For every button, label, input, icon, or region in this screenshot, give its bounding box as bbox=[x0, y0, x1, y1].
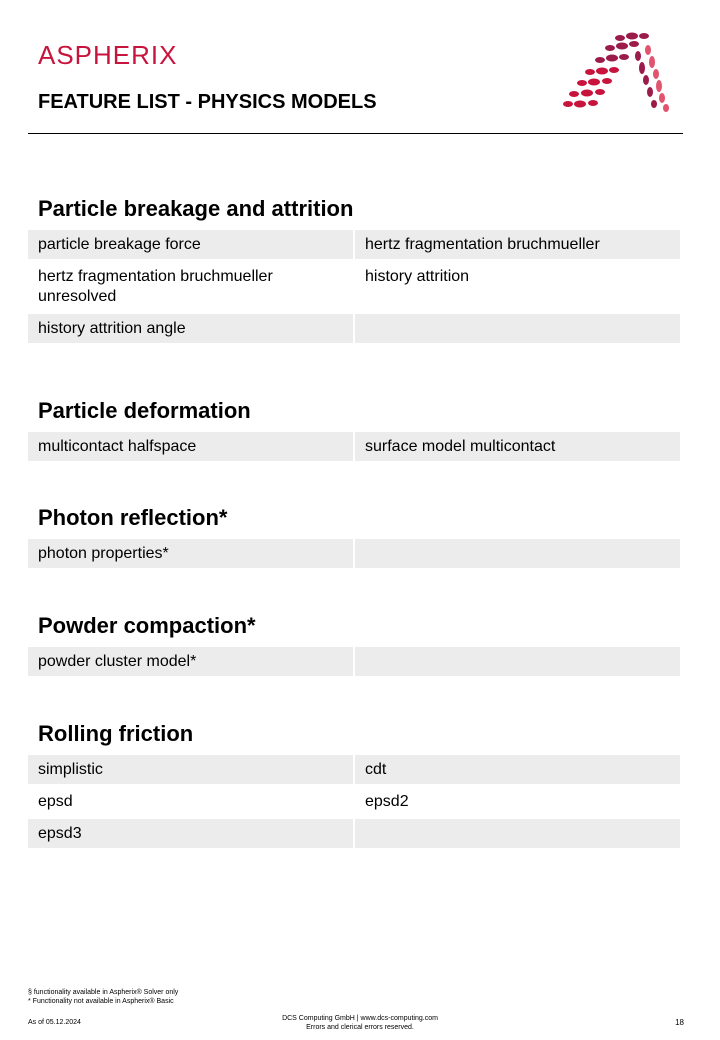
table-cell: history attrition angle bbox=[28, 314, 353, 343]
section-title: Powder compaction* bbox=[38, 613, 256, 638]
footnote-solver-only: § functionality available in Aspherix® Solver only bbox=[28, 989, 179, 996]
table-row bbox=[28, 755, 680, 784]
section-particle-breakage bbox=[28, 196, 680, 346]
section-powder-compaction bbox=[28, 613, 680, 679]
table-row bbox=[28, 262, 680, 311]
section-title: Photon reflection* bbox=[38, 505, 228, 530]
footnotes bbox=[28, 988, 178, 1006]
table-row bbox=[28, 230, 680, 259]
header-divider bbox=[28, 133, 683, 134]
table-cell bbox=[355, 647, 680, 676]
table-cell: simplistic bbox=[28, 755, 353, 784]
table-cell: cdt bbox=[355, 755, 680, 784]
table-cell bbox=[355, 819, 680, 848]
table-row bbox=[28, 539, 680, 568]
table-cell: epsd3 bbox=[28, 819, 353, 848]
table-cell: photon properties* bbox=[28, 539, 353, 568]
page-title: FEATURE LIST - PHYSICS MODELS bbox=[38, 91, 377, 113]
table-cell: epsd bbox=[38, 793, 73, 810]
aspherix-logo-icon bbox=[560, 30, 680, 114]
table-row bbox=[28, 314, 680, 343]
company-line: DCS Computing GmbH | www.dcs-computing.com bbox=[282, 1015, 438, 1022]
as-of-date: As of 05.12.2024 bbox=[28, 1019, 81, 1026]
footer-company bbox=[0, 1014, 720, 1032]
section-photon-reflection bbox=[28, 505, 680, 571]
section-title: Particle deformation bbox=[38, 398, 251, 423]
section-title: Particle breakage and attrition bbox=[38, 196, 354, 221]
section-title: Rolling friction bbox=[38, 721, 194, 746]
table-cell bbox=[355, 539, 680, 568]
table-cell: history attrition bbox=[365, 268, 470, 285]
section-rolling-friction bbox=[28, 721, 680, 851]
table-row bbox=[28, 647, 680, 676]
table-cell: epsd2 bbox=[365, 793, 409, 810]
section-particle-deformation bbox=[28, 398, 680, 464]
footnote-not-basic: * Functionality not available in Aspherix® Basic bbox=[28, 998, 174, 1005]
table-cell bbox=[355, 314, 680, 343]
table-cell: hertz fragmentation bruchmueller unresolved bbox=[38, 268, 273, 305]
table-cell: surface model multicontact bbox=[355, 432, 680, 461]
table-cell: hertz fragmentation bruchmueller bbox=[355, 230, 680, 259]
table-row bbox=[28, 787, 680, 816]
table-cell: particle breakage force bbox=[28, 230, 353, 259]
page-number: 18 bbox=[675, 1018, 684, 1027]
table-row bbox=[28, 432, 680, 461]
brand-wordmark: ASPHERIX bbox=[38, 40, 178, 70]
table-cell: multicontact halfspace bbox=[28, 432, 353, 461]
disclaimer-line: Errors and clerical errors reserved. bbox=[306, 1024, 414, 1031]
table-cell: powder cluster model* bbox=[28, 647, 353, 676]
table-row bbox=[28, 819, 680, 848]
